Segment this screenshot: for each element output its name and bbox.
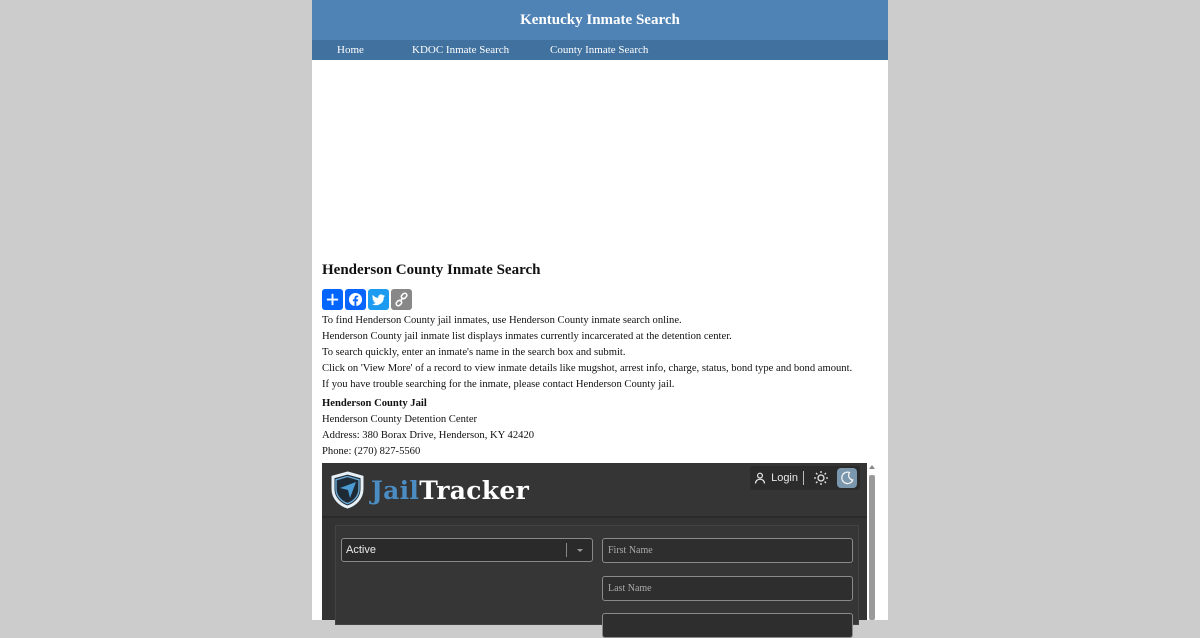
login-label: Login [771,472,798,484]
intro-text [322,313,878,393]
facebook-share-button[interactable] [345,289,366,310]
link-icon [394,292,409,307]
nav-home[interactable]: Home [337,44,364,56]
plus-icon [325,292,340,307]
additional-search-input[interactable] [602,613,853,638]
jail-phone: Phone: (270) 827-5560 [322,446,421,457]
status-select-value: Active [346,544,376,556]
status-select[interactable] [341,538,593,562]
light-theme-button[interactable] [810,467,832,489]
dark-theme-button[interactable] [837,468,857,488]
intro-line: To find Henderson County jail inmates, use Henderson County inmate search online. [322,315,682,326]
nav-kdoc-inmate-search[interactable]: KDOC Inmate Search [412,44,510,56]
first-name-input[interactable]: First Name [602,538,853,563]
intro-line: Click on 'View More' of a record to view inmate details like mugshot, arrest info, charge, status, bond type and bond amount. [322,363,853,374]
ad-space [312,60,888,258]
last-name-input[interactable]: Last Name [602,576,853,601]
page-title: Henderson County Inmate Search [322,262,541,278]
user-icon [754,472,766,484]
facebook-icon [348,292,363,307]
jailtracker-header [322,463,868,518]
jail-address: Address: 380 Borax Drive, Henderson, KY 42420 [322,430,535,441]
jailtracker-wordmark: JailTracker [371,475,530,505]
twitter-icon [371,292,386,307]
site-nav [312,40,888,60]
nav-county-inmate-search[interactable]: County Inmate Search [550,44,649,56]
iframe-scrollbar[interactable] [867,463,877,620]
share-button[interactable] [322,289,343,310]
page-container [312,0,888,620]
login-button[interactable] [754,471,804,485]
intro-line: To search quickly, enter an inmate's name in the search box and submit. [322,347,626,358]
main-content [322,258,878,460]
share-buttons [322,289,878,310]
sun-icon [814,471,828,485]
intro-line: Henderson County jail inmate list displays inmates currently incarcerated at the detention center. [322,331,732,342]
jail-name: Henderson County Jail [322,398,427,409]
jailtracker-toolbar [750,466,860,490]
copy-link-button[interactable] [391,289,412,310]
jail-facility: Henderson County Detention Center [322,414,478,425]
jailtracker-app [322,463,868,620]
chevron-down-icon[interactable] [577,549,583,552]
select-separator [566,543,567,557]
scroll-up-arrow-icon[interactable] [869,465,875,469]
scrollbar-thumb[interactable] [869,475,875,620]
shield-logo-icon [330,471,365,509]
twitter-share-button[interactable] [368,289,389,310]
jailtracker-logo [330,471,529,509]
jail-info [322,396,878,460]
intro-line: If you have trouble searching for the inmate, please contact Henderson County jail. [322,379,675,390]
site-title: Kentucky Inmate Search [312,0,888,40]
jailtracker-iframe[interactable] [322,463,876,620]
moon-icon [840,471,854,485]
